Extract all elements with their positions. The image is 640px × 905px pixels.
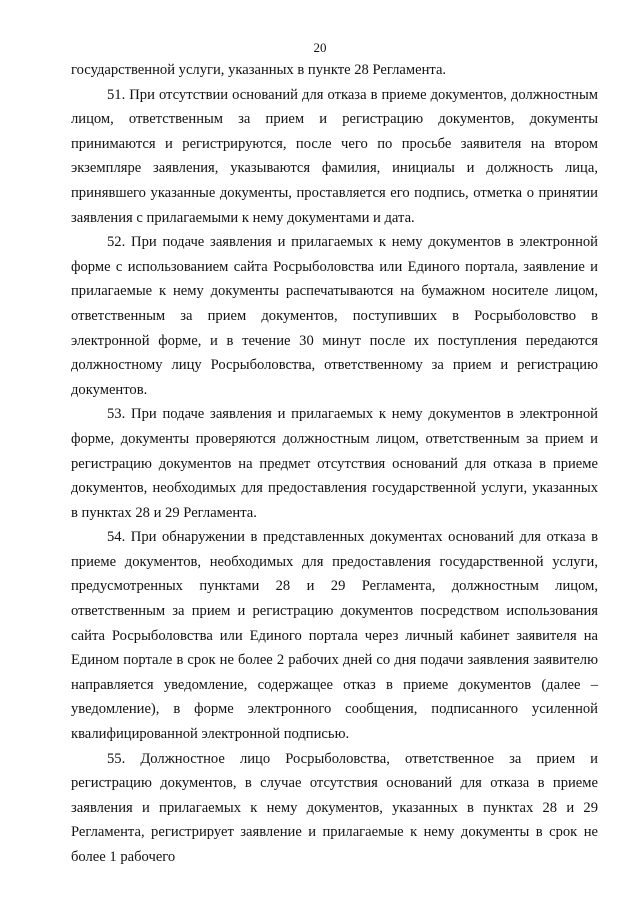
paragraph-continuation: государственной услуги, указанных в пункте 28 Регламента. [71, 62, 447, 78]
paragraph-52: 52. При подаче заявления и прилагаемых к нему документов в электронной форме с использованием сайта Росрыболовства или Единого портала, заявление и прилагаемые к нему документы распечатываются на бумажном носителе лицом, ответственным за прием документов, поступивших в Росрыболовство в электронной форме, и в течение 30 минут после их поступления передаются должностному лицу Росрыболовства, ответственному за прием и регистрацию документов. [71, 234, 598, 398]
paragraph-55: 55. Должностное лицо Росрыболовства, ответственное за прием и регистрацию документов, в случае отсутствия оснований для отказа в приеме заявления и прилагаемых к нему документов, указанных в пунктах 28 и 29 Регламента, регистрирует заявление и прилагаемые к нему документы в срок не более 1 рабочего [71, 750, 598, 865]
page-number: 20 [313, 40, 327, 55]
paragraph-53: 53. При подаче заявления и прилагаемых к нему документов в электронной форме, документы проверяются должностным лицом, ответственным за прием и регистрацию документов на предмет отсутствия оснований для отказа в приеме документов, необходимых для предоставления государственной услуги, указанных в пунктах 28 и 29 Регламента. [71, 406, 598, 521]
page-body [71, 58, 598, 870]
paragraph-54: 54. При обнаружении в представленных документах оснований для отказа в приеме документов, необходимых для предоставления государственной услуги, предусмотренных пунктами 28 и 29 Регламента, должностным лицом, ответственным за прием и регистрацию документов посредством использования сайта Росрыболовства или Единого портала через личный кабинет заявителя на Едином портале в срок не более 2 рабочих дней со дня подачи заявления заявителю направляется уведомление, содержащее отказ в приеме документов (далее – уведомление), в форме электронного сообщения, подписанного усиленной квалифицированной электронной подписью. [71, 529, 598, 743]
paragraph-51: 51. При отсутствии оснований для отказа в приеме документов, должностным лицом, ответственным за прием и регистрацию документов, документы принимаются и регистрируются, после чего по просьбе заявителя на втором экземпляре заявления, указываются фамилия, инициалы и должность лица, принявшего указанные документы, проставляется его подпись, отметка о принятии заявления с прилагаемыми к нему документами и дата. [71, 86, 598, 226]
